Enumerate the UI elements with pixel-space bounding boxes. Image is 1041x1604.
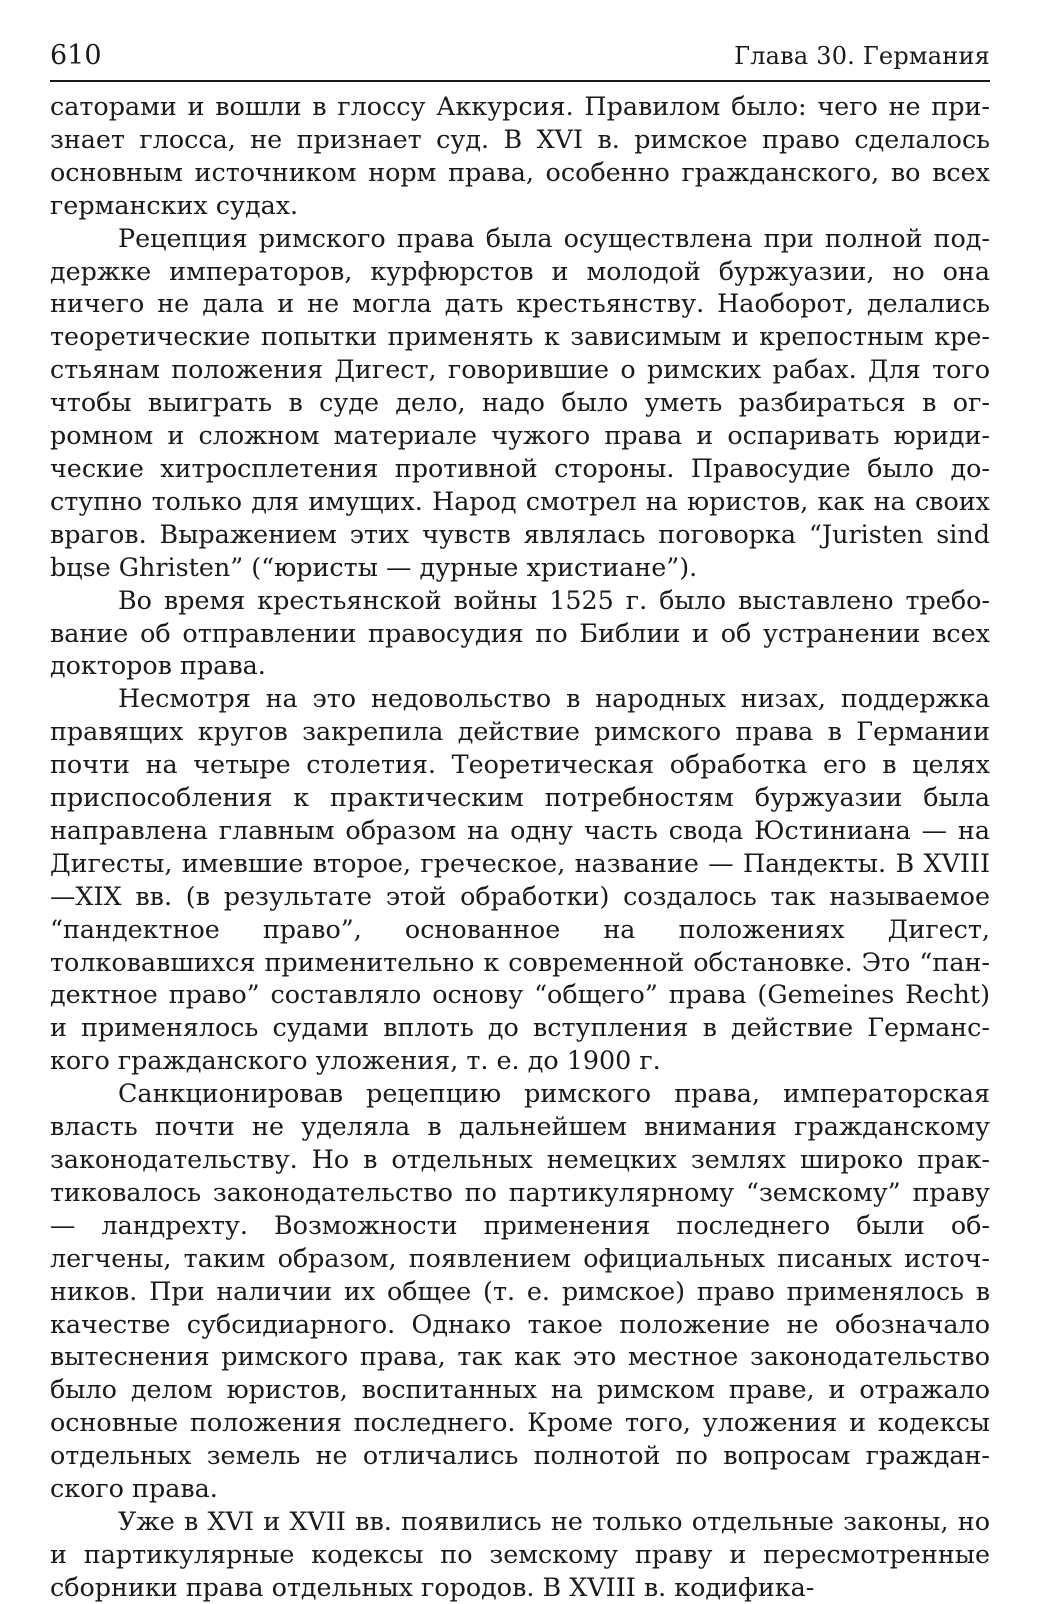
- paragraph-landrecht: Санкционировав рецепцию римского права, императорская власть почти не уделяла в дальнейшем внимания гражданскому законодательству. Но в отдельных немецких землях широко практиковалось законодательство по партикулярному “земскому” праву — ландрехту. Возможности применения последнего были облегчены, таким образом, появлением официальных писаных источников. При наличии их общее (т. е. римское) право применялось в качестве субсидиарного. Однако такое положение не обозначало вытеснения римского права, так как это местное законодательство было делом юристов, воспитанных на римском праве, и отражало основные положения последнего. Кроме того, уложения и кодексы отдельных земель не отличались полнотой по вопросам гражданского права.: [50, 1078, 990, 1504]
- paragraph-pandect-law: Несмотря на это недовольство в народных низах, поддержка правящих кругов закрепила действие римского права в Германии почти на четыре столетия. Теоретическая обработка его в целях приспособления к практическим потребностям буржуазии была направлена главным образом на одну часть свода Юстиниана — на Дигесты, имевшие второе, греческое, название — Пандекты. В XVIII—XIX вв. (в результате этой обработки) создалось так называемое “пандектное право”, основанное на положениях Дигест, толковавшихся применительно к современной обстановке. Это “пандектное право” составляло основу “общего” права (Gemeines Recht) и применялось судами вплоть до вступления в действие Германского гражданского уложения, т. е. до 1900 г.: [50, 683, 990, 1076]
- book-page: [50, 36, 990, 1604]
- paragraph-peasant-war: Во время крестьянской войны 1525 г. было выставлено требование об отправлении правосудия по Библии и об устранении всех докторов права.: [50, 584, 990, 681]
- running-head: [50, 36, 990, 82]
- paragraph-codification: Уже в XVI и XVII вв. появились не только отдельные законы, но и партикулярные кодексы по земскому праву и пересмотренные сборники права отдельных городов. В XVIII в. кодифика-: [50, 1505, 990, 1602]
- chapter-title: Глава 30. Германия: [734, 42, 990, 70]
- paragraph-reception: Рецепция римского права была осуществлена при полной поддержке императоров, курфюрстов и молодой буржуазии, но она ничего не дала и не могла дать крестьянству. Наоборот, делались теоретические попытки применять к зависимым и крепостным крестьянам положения Дигест, говорившие о римских рабах. Для того чтобы выиграть в суде дело, надо было уметь разбираться в огромном и сложном материале чужого права и оспаривать юридические хитросплетения противной стороны. Правосудие было доступно только для имущих. Народ смотрел на юристов, как на своих врагов. Выражением этих чувств являлась поговорка “Juristen sind bцse Ghristen” (“юристы — дурные христиане”).: [50, 222, 990, 582]
- paragraph-continuation: саторами и вошли в глоссу Аккурсия. Правилом было: чего не признает глосса, не признает суд. В XVI в. римское право сделалось основным источником норм права, особенно гражданского, во всех германских судах.: [50, 91, 990, 220]
- page-number: 610: [50, 40, 102, 71]
- body-text: [50, 90, 990, 1604]
